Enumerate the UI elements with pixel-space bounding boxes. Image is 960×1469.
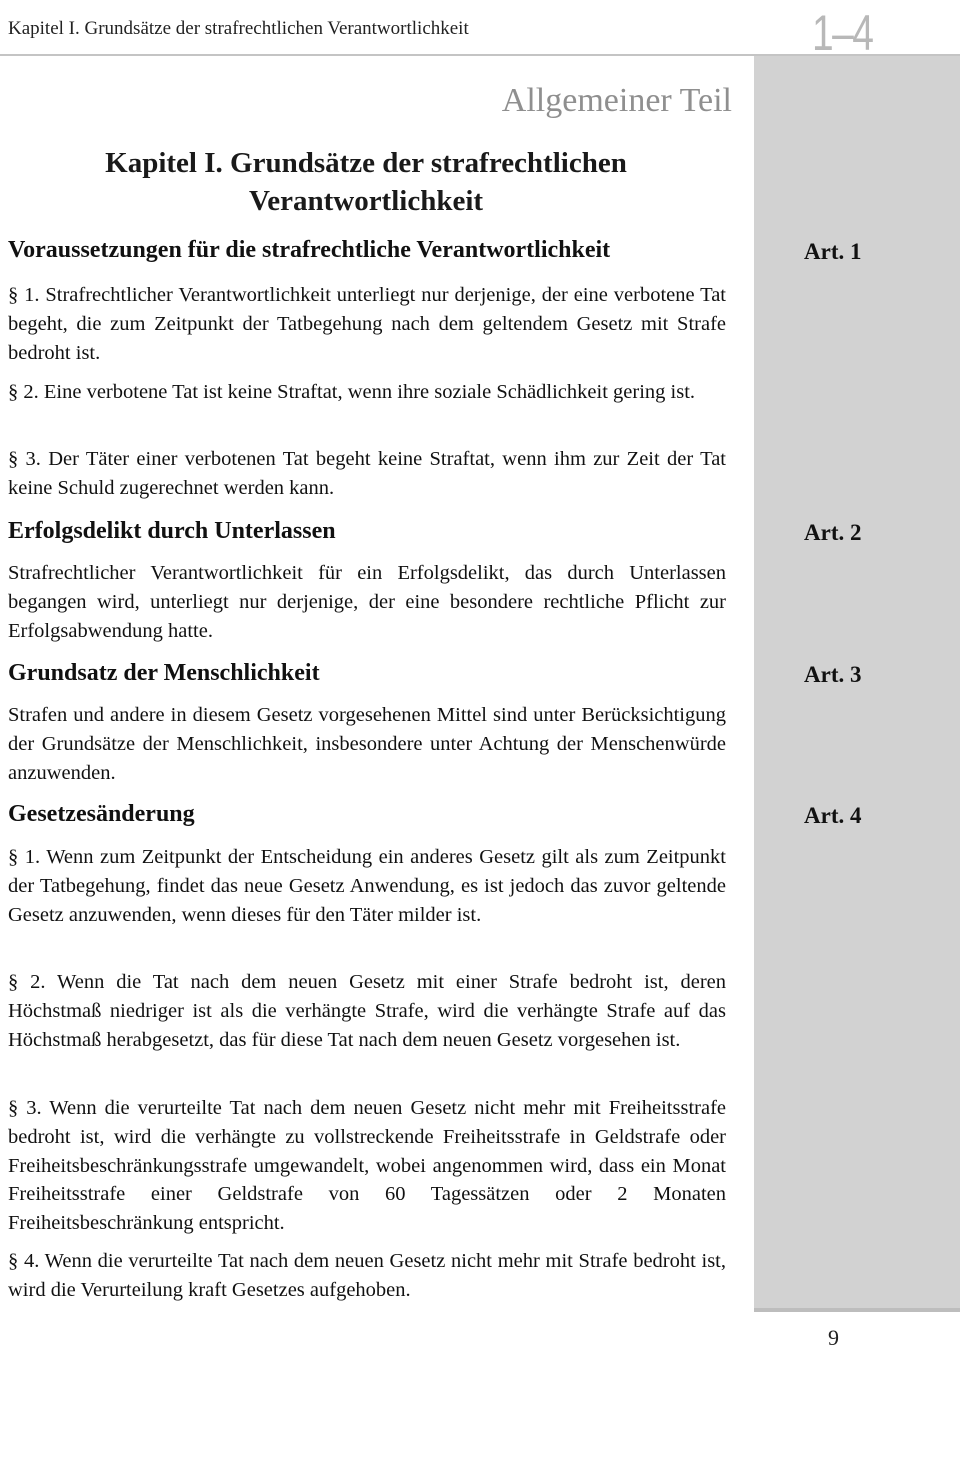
article-1-heading: Voraussetzungen für die strafrechtliche Verantwortlichkeit: [8, 237, 611, 263]
sidebar-bottom-rule: [754, 1308, 960, 1312]
article-2-label: Art. 2: [804, 520, 862, 545]
part-title: Allgemeiner Teil: [501, 82, 732, 119]
article-4-heading: Gesetzesänderung: [8, 801, 195, 827]
article-1-paragraph-1: § 1. Strafrechtlicher Verantwortlichkeit unterliegt nur derjenige, der eine verbotene Tat begeht, die zum Zeitpunkt der Tatbegehung nach dem geltendem Gesetz mit Strafe bedroht ist.: [8, 284, 726, 364]
chapter-title-line1: Kapitel I. Grundsätze der strafrechtlichen: [105, 147, 627, 179]
article-1-paragraph-2: § 2. Eine verbotene Tat ist keine Straftat, wenn ihre soziale Schädlichkeit gering ist.: [8, 381, 696, 403]
article-4-paragraph-2: § 2. Wenn die Tat nach dem neuen Gesetz mit einer Strafe bedroht ist, deren Höchstmaß niedriger ist als die verhängte Strafe, wird die verhängte Strafe auf das Höchstmaß herabgesetzt, das für diese Tat nach dem neuen Gesetz vorgesehen ist.: [8, 971, 726, 1051]
article-4-paragraph-1: § 1. Wenn zum Zeitpunkt der Entscheidung ein anderes Gesetz gilt als zum Zeitpunkt der Tatbegehung, findet das neue Gesetz Anwendung, es ist jedoch das zuvor geltende Gesetz anzuwenden, wenn dieses für den Täter milder ist.: [8, 846, 726, 926]
article-4-paragraph-4: § 4. Wenn die verurteilte Tat nach dem neuen Gesetz nicht mehr mit Strafe bedroht ist, wird die Verurteilung kraft Gesetzes aufgehoben.: [8, 1250, 726, 1301]
article-2-paragraph-1: Strafrechtlicher Verantwortlichkeit für ein Erfolgsdelikt, das durch Unterlassen begangen wird, unterliegt nur derjenige, der eine besondere rechtliche Pflicht zur Erfolgsabwendung hatte.: [8, 562, 726, 642]
article-1-label: Art. 1: [804, 239, 862, 264]
article-range: 1–4: [812, 5, 873, 61]
article-3-heading: Grundsatz der Menschlichkeit: [8, 660, 320, 686]
article-1-paragraph-3: § 3. Der Täter einer verbotenen Tat begeht keine Straftat, wenn ihm zur Zeit der Tat keine Schuld zugerechnet werden kann.: [8, 448, 726, 499]
chapter-title-line2: Verantwortlichkeit: [248, 185, 484, 217]
article-2-heading: Erfolgsdelikt durch Unterlassen: [8, 518, 336, 544]
page-number: 9: [828, 1325, 839, 1350]
article-4-paragraph-3: § 3. Wenn die verurteilte Tat nach dem neuen Gesetz nicht mehr mit Freiheitsstrafe bedroht ist, wird die verhängte zu vollstreckende Freiheitsstrafe in Geldstrafe oder Freiheitsbeschränkungsstrafe umgewandelt, wobei angenommen wird, dass ein Monat Freiheitsstrafe einer Geldstrafe von 60 Tagessätzen oder 2 Monaten Freiheitsbeschränkung entspricht.: [8, 1097, 726, 1235]
chapter-title: [0, 144, 732, 220]
article-4-label: Art. 4: [804, 803, 862, 828]
article-3-paragraph-1: Strafen und andere in diesem Gesetz vorgesehenen Mittel sind unter Berücksichtigung der Grundsätze der Menschlichkeit, insbesondere unter Achtung der Menschenwürde anzuwenden.: [8, 704, 726, 784]
running-head: Kapitel I. Grundsätze der strafrechtlichen Verantwortlichkeit: [8, 18, 469, 39]
article-3-label: Art. 3: [804, 662, 862, 687]
